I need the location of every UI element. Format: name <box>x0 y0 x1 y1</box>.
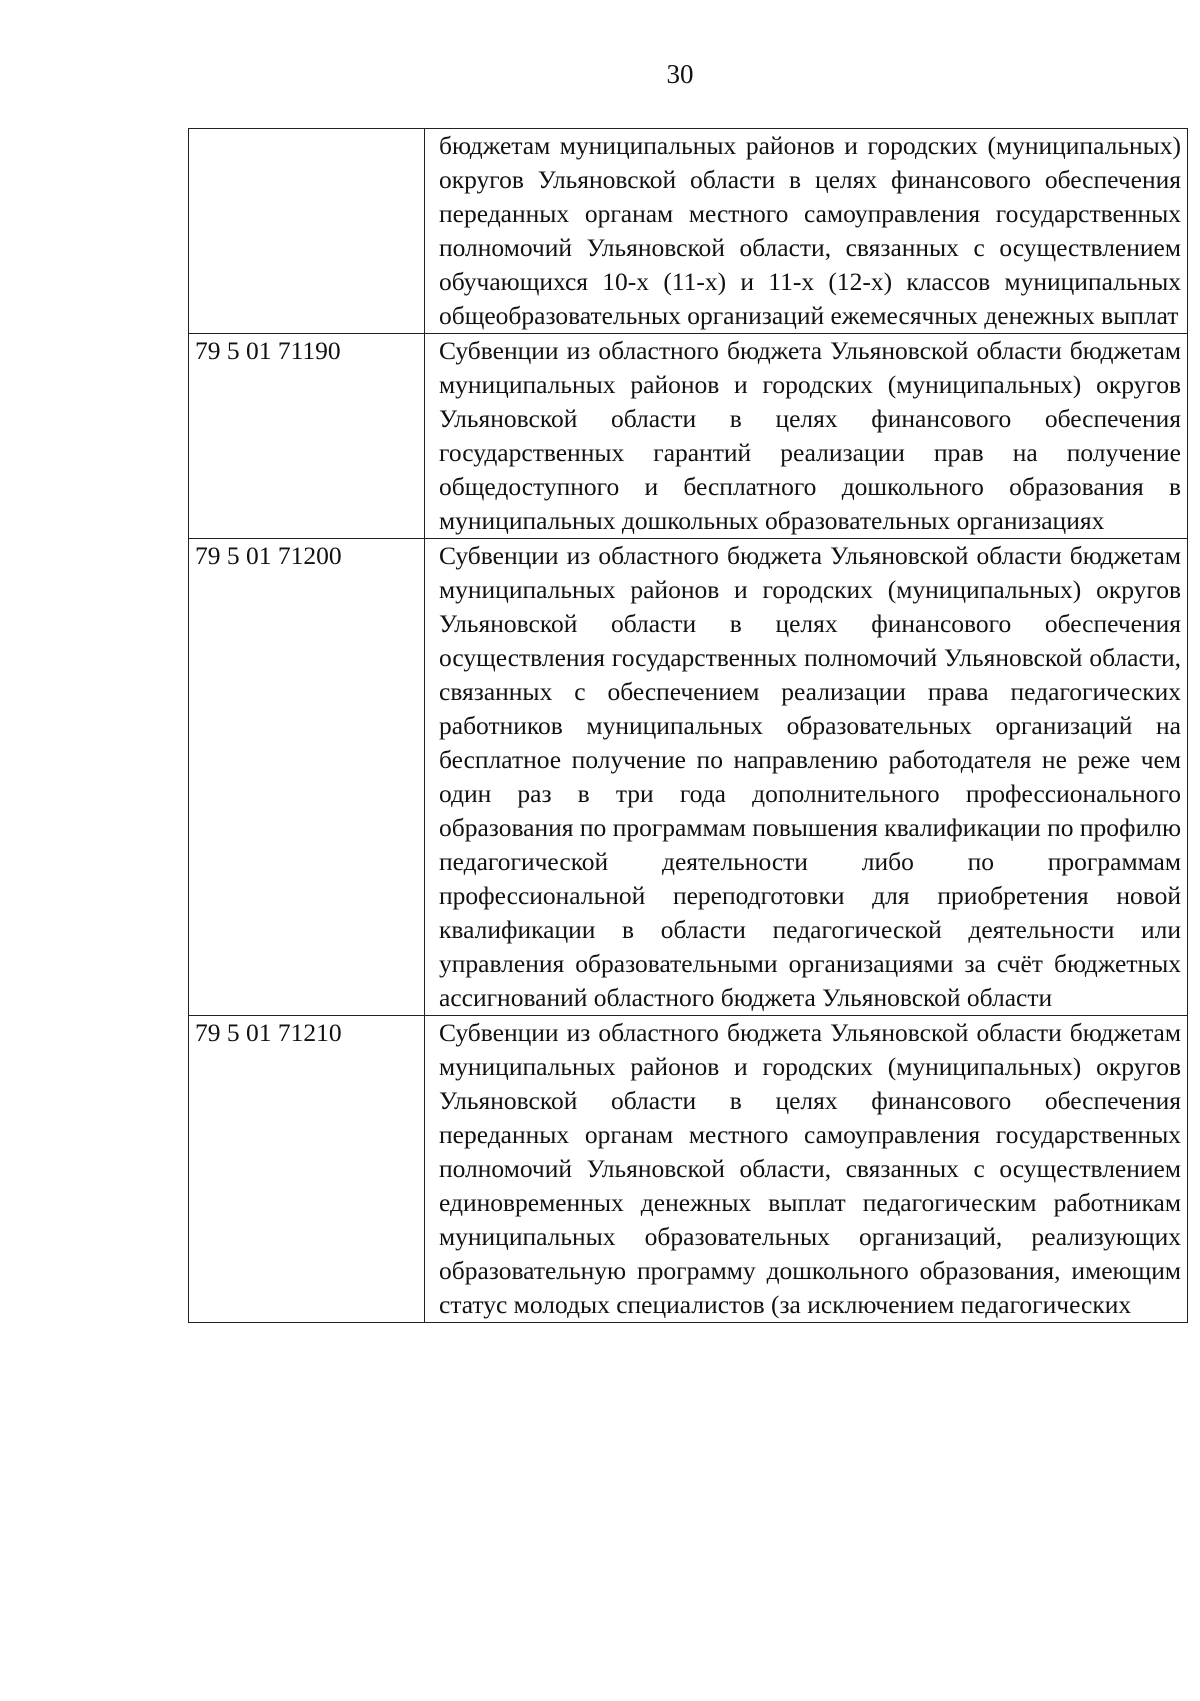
row-description: бюджетам муниципальных районов и городских (муниципальных) округов Ульяновской области в целях финансового обеспечения переданных органам местного самоуправления государственных полномочий Ульяновской области, связанных с осуществлением обучающихся 10-х (11-х) и 11-х (12-х) классов муниципальных общеобразовательных организаций ежемесячных денежных выплат <box>439 131 1181 330</box>
row-description-cell <box>425 539 1188 1016</box>
row-code-cell: 79 5 01 71200 <box>189 539 425 1016</box>
row-code-cell: 79 5 01 71210 <box>189 1016 425 1323</box>
table-row <box>189 129 1188 334</box>
page-number: 30 <box>666 59 694 89</box>
table-row <box>189 1016 1188 1323</box>
row-description-cell <box>425 334 1188 539</box>
table-row <box>189 334 1188 539</box>
table-row <box>189 539 1188 1016</box>
row-description: Субвенции из областного бюджета Ульяновской области бюджетам муниципальных районов и городских (муниципальных) округов Ульяновской области в целях финансового обеспечения переданных органам местного самоуправления государственных полномочий Ульяновской области, связанных с осуществлением единовременных денежных выплат педагогическим работникам муниципальных образовательных организаций, реализующих образовательную программу дошкольного образования, имеющим статус молодых специалистов (за исключением педагогических <box>439 1018 1181 1319</box>
row-description: Субвенции из областного бюджета Ульяновской области бюджетам муниципальных районов и городских (муниципальных) округов Ульяновской области в целях финансового обеспечения осуществления государственных полномочий Ульяновской области, связанных с обеспечением реализации права педагогических работников муниципальных образовательных организаций на бесплатное получение по направлению работодателя не реже чем один раз в три года дополнительного профессионального образования по программам повышения квалификации по профилю педагогической деятельности либо по программам профессиональной переподготовки для приобретения новой квалификации в области педагогической деятельности или управления образовательными организациями за счёт бюджетных ассигнований областного бюджета Ульяновской области <box>439 541 1181 1012</box>
row-code-cell: 79 5 01 71190 <box>189 334 425 539</box>
row-description: Субвенции из областного бюджета Ульяновской области бюджетам муниципальных районов и городских (муниципальных) округов Ульяновской области в целях финансового обеспечения государственных гарантий реализации прав на получение общедоступного и бесплатного дошкольного образования в муниципальных дошкольных образовательных организациях <box>439 336 1181 535</box>
row-description-cell <box>425 1016 1188 1323</box>
row-code-cell <box>189 129 425 334</box>
row-description-cell <box>425 129 1188 334</box>
budget-classification-table <box>188 128 1188 1323</box>
